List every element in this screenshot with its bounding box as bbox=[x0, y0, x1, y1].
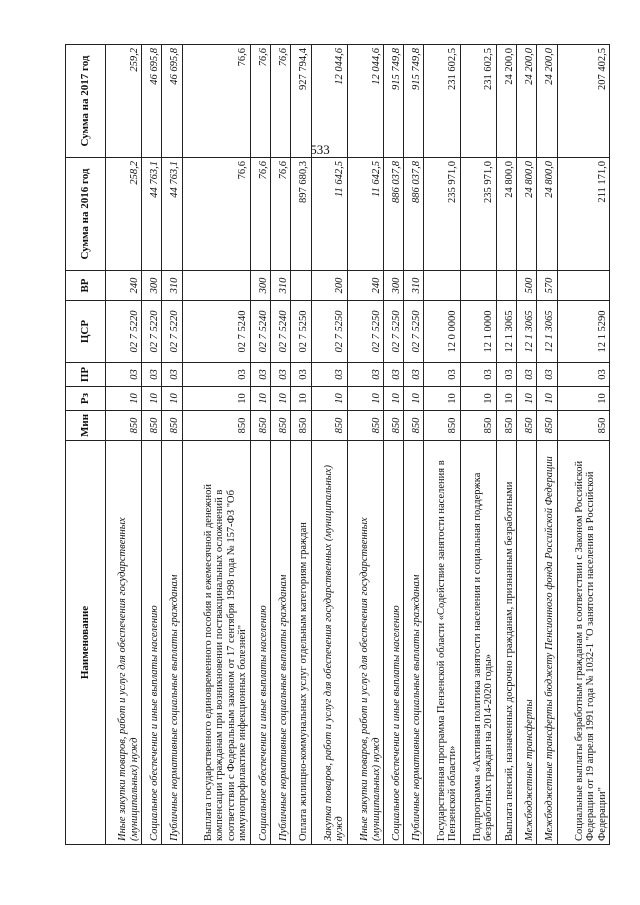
cell-pr: 03 bbox=[384, 363, 404, 387]
cell-csr: 12 1 3065 bbox=[496, 301, 516, 363]
cell-csr: 02 7 5250 bbox=[384, 301, 404, 363]
cell-min: 850 bbox=[537, 411, 557, 441]
cell-vr bbox=[291, 271, 311, 301]
cell-s2016: 235 971,0 bbox=[424, 158, 460, 271]
cell-rz: 10 bbox=[106, 387, 142, 411]
table-row bbox=[106, 45, 142, 845]
cell-s2017: 76,6 bbox=[250, 45, 270, 158]
cell-rz: 10 bbox=[347, 387, 383, 411]
cell-min: 850 bbox=[106, 411, 142, 441]
table-row bbox=[557, 45, 609, 845]
cell-csr: 12 1 5290 bbox=[557, 301, 609, 363]
cell-pr: 03 bbox=[537, 363, 557, 387]
cell-vr: 300 bbox=[384, 271, 404, 301]
cell-s2017: 259,2 bbox=[106, 45, 142, 158]
cell-name: Выплата государственного единовременного пособия и ежемесячной денежной компенсации гражданам при возникновении поствакцинальных осложнений в соответствии с Федеральным законом от 17 сентября 1998 года № 157-ФЗ "Об иммунопрофилактике инфекционных болезней" bbox=[182, 441, 250, 845]
cell-s2017: 76,6 bbox=[182, 45, 250, 158]
table-row bbox=[384, 45, 404, 845]
cell-vr bbox=[496, 271, 516, 301]
cell-csr: 02 7 5220 bbox=[106, 301, 142, 363]
table-row bbox=[311, 45, 347, 845]
cell-s2016: 886 037,8 bbox=[404, 158, 424, 271]
cell-rz: 10 bbox=[404, 387, 424, 411]
cell-csr: 02 7 5250 bbox=[291, 301, 311, 363]
cell-min: 850 bbox=[424, 411, 460, 441]
cell-s2016: 886 037,8 bbox=[384, 158, 404, 271]
cell-rz: 10 bbox=[517, 387, 537, 411]
cell-s2017: 24 200,0 bbox=[496, 45, 516, 158]
cell-s2017: 231 602,5 bbox=[460, 45, 496, 158]
table-row bbox=[496, 45, 516, 845]
table-row bbox=[537, 45, 557, 845]
cell-name: Межбюджетные трансферты бюджету Пенсионного фонда Российской Федерации bbox=[537, 441, 557, 845]
cell-s2017: 12 044,6 bbox=[347, 45, 383, 158]
cell-s2016: 235 971,0 bbox=[460, 158, 496, 271]
cell-min: 850 bbox=[347, 411, 383, 441]
cell-s2016: 897 680,3 bbox=[291, 158, 311, 271]
header-csr: ЦСР bbox=[66, 301, 106, 363]
budget-table bbox=[65, 44, 610, 845]
cell-pr: 03 bbox=[517, 363, 537, 387]
cell-name: Социальное обеспечение и иные выплаты населению bbox=[142, 441, 162, 845]
cell-s2017: 24 200,0 bbox=[537, 45, 557, 158]
cell-min: 850 bbox=[250, 411, 270, 441]
cell-csr: 12 1 0000 bbox=[460, 301, 496, 363]
cell-csr: 02 7 5250 bbox=[347, 301, 383, 363]
cell-pr: 03 bbox=[162, 363, 182, 387]
cell-pr: 03 bbox=[460, 363, 496, 387]
cell-vr: 570 bbox=[537, 271, 557, 301]
cell-name: Выплата пенсий, назначенных досрочно гражданам, признанным безработными bbox=[496, 441, 516, 845]
cell-rz: 10 bbox=[384, 387, 404, 411]
cell-name: Социальное обеспечение и иные выплаты населению bbox=[384, 441, 404, 845]
page-number: 533 bbox=[310, 142, 330, 157]
rotated-table-container bbox=[65, 45, 610, 845]
cell-vr bbox=[182, 271, 250, 301]
cell-s2016: 44 763,1 bbox=[142, 158, 162, 271]
table-row bbox=[404, 45, 424, 845]
cell-s2017: 915 749,8 bbox=[384, 45, 404, 158]
cell-csr: 02 7 5250 bbox=[404, 301, 424, 363]
cell-csr: 12 1 3065 bbox=[537, 301, 557, 363]
table-row bbox=[517, 45, 537, 845]
cell-pr: 03 bbox=[271, 363, 291, 387]
cell-rz: 10 bbox=[271, 387, 291, 411]
cell-name: Социальное обеспечение и иные выплаты населению bbox=[250, 441, 270, 845]
table-body bbox=[106, 45, 610, 845]
cell-pr: 03 bbox=[182, 363, 250, 387]
cell-csr: 02 7 5220 bbox=[142, 301, 162, 363]
cell-csr: 02 7 5250 bbox=[311, 301, 347, 363]
header-min: Мин bbox=[66, 411, 106, 441]
cell-min: 850 bbox=[517, 411, 537, 441]
cell-s2016: 76,6 bbox=[271, 158, 291, 271]
cell-s2016: 76,6 bbox=[250, 158, 270, 271]
cell-vr: 300 bbox=[250, 271, 270, 301]
cell-name: Подпрограмма «Активная политика занятости населения и социальная поддержка безработных граждан на 2014-2020 годы» bbox=[460, 441, 496, 845]
cell-vr: 240 bbox=[106, 271, 142, 301]
header-pr: ПР bbox=[66, 363, 106, 387]
cell-s2016: 24 800,0 bbox=[537, 158, 557, 271]
cell-s2016: 76,6 bbox=[182, 158, 250, 271]
cell-s2016: 44 763,1 bbox=[162, 158, 182, 271]
cell-csr: 02 7 5240 bbox=[250, 301, 270, 363]
cell-s2017: 46 695,8 bbox=[162, 45, 182, 158]
cell-rz: 10 bbox=[291, 387, 311, 411]
cell-s2016: 258,2 bbox=[106, 158, 142, 271]
cell-vr bbox=[460, 271, 496, 301]
cell-s2016: 11 642,5 bbox=[347, 158, 383, 271]
cell-rz: 10 bbox=[162, 387, 182, 411]
table-header-row bbox=[66, 45, 106, 845]
cell-name: Иные закупки товаров, работ и услуг для обеспечения государственных (муниципальных) нужд bbox=[106, 441, 142, 845]
cell-name: Закупка товаров, работ и услуг для обеспечения государственных (муниципальных) нужд bbox=[311, 441, 347, 845]
cell-min: 850 bbox=[182, 411, 250, 441]
cell-name: Государственная программа Пензенской области «Содействие занятости населения в Пензенской области» bbox=[424, 441, 460, 845]
cell-pr: 03 bbox=[142, 363, 162, 387]
table-row bbox=[291, 45, 311, 845]
cell-csr: 12 1 3065 bbox=[517, 301, 537, 363]
cell-s2017: 46 695,8 bbox=[142, 45, 162, 158]
cell-s2016: 211 171,0 bbox=[557, 158, 609, 271]
table-row bbox=[142, 45, 162, 845]
cell-pr: 03 bbox=[250, 363, 270, 387]
cell-pr: 03 bbox=[347, 363, 383, 387]
table-row bbox=[424, 45, 460, 845]
cell-name: Иные закупки товаров, работ и услуг для обеспечения государственных (муниципальных) нужд bbox=[347, 441, 383, 845]
table-row bbox=[271, 45, 291, 845]
cell-name: Межбюджетные трансферты bbox=[517, 441, 537, 845]
cell-pr: 03 bbox=[424, 363, 460, 387]
cell-s2017: 207 402,5 bbox=[557, 45, 609, 158]
header-vr: ВР bbox=[66, 271, 106, 301]
cell-csr: 02 7 5220 bbox=[162, 301, 182, 363]
cell-vr: 500 bbox=[517, 271, 537, 301]
cell-csr: 12 0 0000 bbox=[424, 301, 460, 363]
cell-min: 850 bbox=[311, 411, 347, 441]
header-sum-2016: Сумма на 2016 год bbox=[66, 158, 106, 271]
cell-name: Публичные нормативные социальные выплаты гражданам bbox=[271, 441, 291, 845]
cell-name: Социальные выплаты безработным гражданам в соответствии с Законом Российской Федерации от 19 апреля 1991 года № 1032-1 "О занятости населения в Российской Федерации" bbox=[557, 441, 609, 845]
table-row bbox=[347, 45, 383, 845]
table-row bbox=[182, 45, 250, 845]
cell-s2016: 24 800,0 bbox=[496, 158, 516, 271]
table-row bbox=[250, 45, 270, 845]
cell-rz: 10 bbox=[496, 387, 516, 411]
header-rz: Рз bbox=[66, 387, 106, 411]
cell-vr: 300 bbox=[142, 271, 162, 301]
cell-vr: 200 bbox=[311, 271, 347, 301]
cell-min: 850 bbox=[460, 411, 496, 441]
cell-s2017: 12 044,6 bbox=[311, 45, 347, 158]
cell-min: 850 bbox=[557, 411, 609, 441]
cell-vr bbox=[557, 271, 609, 301]
header-sum-2017: Сумма на 2017 год bbox=[66, 45, 106, 158]
cell-pr: 03 bbox=[311, 363, 347, 387]
cell-vr: 310 bbox=[271, 271, 291, 301]
cell-name: Публичные нормативные социальные выплаты гражданам bbox=[404, 441, 424, 845]
cell-vr: 240 bbox=[347, 271, 383, 301]
table-row bbox=[460, 45, 496, 845]
cell-pr: 03 bbox=[404, 363, 424, 387]
cell-min: 850 bbox=[162, 411, 182, 441]
cell-name: Публичные нормативные социальные выплаты гражданам bbox=[162, 441, 182, 845]
cell-name: Оплата жилищно-коммунальных услуг отдельным категориям граждан bbox=[291, 441, 311, 845]
cell-csr: 02 7 5240 bbox=[271, 301, 291, 363]
cell-s2017: 76,6 bbox=[271, 45, 291, 158]
cell-rz: 10 bbox=[250, 387, 270, 411]
cell-rz: 10 bbox=[424, 387, 460, 411]
cell-min: 850 bbox=[496, 411, 516, 441]
cell-pr: 03 bbox=[496, 363, 516, 387]
cell-s2016: 24 800,0 bbox=[517, 158, 537, 271]
cell-min: 850 bbox=[404, 411, 424, 441]
cell-min: 850 bbox=[384, 411, 404, 441]
cell-s2017: 915 749,8 bbox=[404, 45, 424, 158]
cell-min: 850 bbox=[271, 411, 291, 441]
cell-rz: 10 bbox=[537, 387, 557, 411]
cell-vr bbox=[424, 271, 460, 301]
cell-pr: 03 bbox=[291, 363, 311, 387]
cell-rz: 10 bbox=[460, 387, 496, 411]
cell-vr: 310 bbox=[404, 271, 424, 301]
cell-s2017: 231 602,5 bbox=[424, 45, 460, 158]
cell-csr: 02 7 5240 bbox=[182, 301, 250, 363]
cell-s2017: 24 200,0 bbox=[517, 45, 537, 158]
cell-s2017: 927 794,4 bbox=[291, 45, 311, 158]
cell-rz: 10 bbox=[142, 387, 162, 411]
cell-pr: 03 bbox=[557, 363, 609, 387]
cell-rz: 10 bbox=[182, 387, 250, 411]
cell-rz: 10 bbox=[557, 387, 609, 411]
cell-vr: 310 bbox=[162, 271, 182, 301]
cell-min: 850 bbox=[291, 411, 311, 441]
cell-min: 850 bbox=[142, 411, 162, 441]
cell-s2016: 11 642,5 bbox=[311, 158, 347, 271]
header-name: Наименование bbox=[66, 441, 106, 845]
cell-pr: 03 bbox=[106, 363, 142, 387]
table-row bbox=[162, 45, 182, 845]
cell-rz: 10 bbox=[311, 387, 347, 411]
